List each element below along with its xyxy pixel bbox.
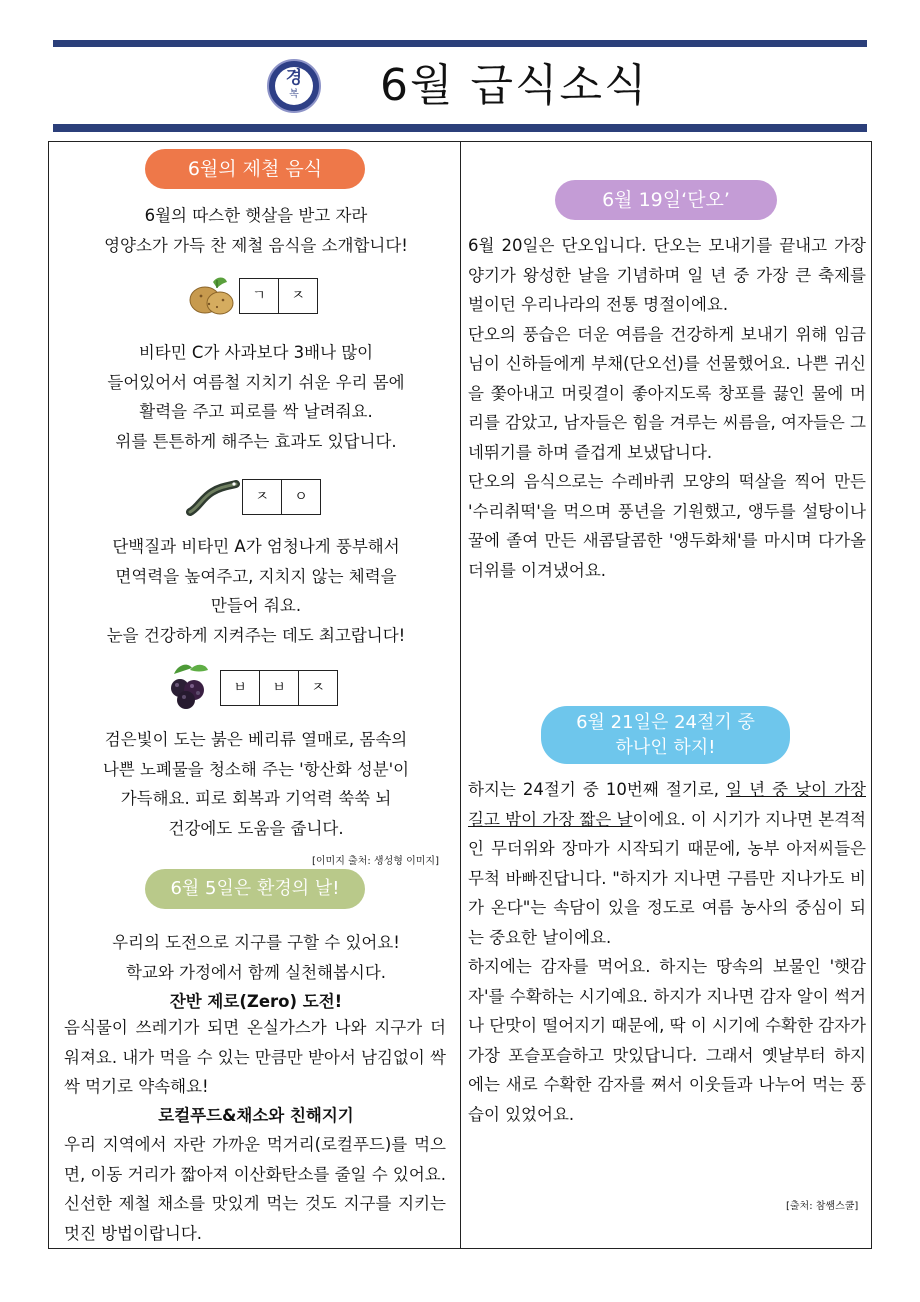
environment-intro xyxy=(52,928,460,1017)
item-line: 눈을 건강하게 지켜주는 데도 최고랍니다! xyxy=(106,625,406,645)
berry-icon xyxy=(162,660,214,712)
quiz-box: ㄱ xyxy=(239,278,279,314)
haji-underline-text: 일 년 중 낮이 가장 길고 밤이 가장 짧은 날 xyxy=(468,780,866,829)
quiz-box: ㅂ xyxy=(259,670,299,706)
page-title: 6월 급식소식 xyxy=(380,60,649,111)
quiz-boxes-3 xyxy=(221,670,338,706)
subheading-zero-waste: 잔반 제로(Zero) 도전! xyxy=(169,992,343,1011)
intro-line: 영양소가 가득 찬 제철 음식을 소개합니다! xyxy=(104,235,408,255)
image-source: [이미지 출처: 생성형 이미지] xyxy=(312,856,439,867)
quiz-box: ㅈ xyxy=(278,278,318,314)
environment-para-2: 우리 지역에서 자란 가까운 먹거리(로컬푸드)를 먹으면, 이동 거리가 짧아져 이산화탄소를 줄일 수 있어요. 신선한 제철 채소를 맛있게 먹는 것도 지구를 지키는 멋진 방법이랍니다. xyxy=(64,1135,446,1243)
column-divider xyxy=(460,141,461,1249)
intro-line: 학교와 가정에서 함께 실천해봅시다. xyxy=(125,962,387,982)
quiz-boxes-1 xyxy=(240,278,318,314)
item-line: 건강에도 도움을 줍니다. xyxy=(168,818,344,838)
item-line: 가득해요. 피로 회복과 기억력 쑥쑥 뇌 xyxy=(120,789,392,808)
haji-source: [출처: 참쌤스쿨] xyxy=(786,1201,859,1212)
item-line: 검은빛이 도는 붉은 베리류 열매로, 몸속의 xyxy=(104,730,408,749)
seasonal-item-3-text xyxy=(52,725,460,843)
intro-line: 우리의 도전으로 지구를 구할 수 있어요! xyxy=(112,933,400,952)
school-logo-icon xyxy=(267,59,321,113)
subheading-local-food: 로컬푸드&채소와 친해지기 xyxy=(158,1106,354,1125)
dano-body xyxy=(468,231,866,585)
logo-bottom-text: 복 xyxy=(289,89,299,100)
item-line: 만들어 줘요. xyxy=(210,596,302,615)
item-line: 들어있어서 여름철 지치기 쉬운 우리 몸에 xyxy=(107,372,405,392)
logo-top-text: 경 xyxy=(285,68,303,88)
item-line: 위를 튼튼하게 해주는 효과도 있답니다. xyxy=(115,431,397,451)
environment-para-1: 음식물이 쓰레기가 되면 온실가스가 나와 지구가 더워져요. 내가 먹을 수 있는 만큼만 받아서 남김없이 싹싹 먹기로 약속해요! xyxy=(64,1018,446,1096)
haji-heading-line: 하나인 하지! xyxy=(615,737,716,758)
environment-heading xyxy=(145,869,365,909)
item-line: 나쁜 노폐물을 청소해 주는 '항산화 성분'이 xyxy=(102,759,410,779)
item-line: 단백질과 비타민 A가 엄청나게 풍부해서 xyxy=(112,537,400,556)
quiz-box: ㅈ xyxy=(242,479,282,515)
seasonal-item-1-text xyxy=(52,338,460,456)
haji-text: 이에요. 이 시기가 지나면 본격적인 무더위와 장마가 시작되기 때문에, 농부 아저씨들은 무척 바빠진답니다. "하지가 지나면 구름만 지나가도 비가 온다"는 속담이 있을 정도로 여름 농사의 중심이 되는 중요한 날이에요. xyxy=(468,809,866,947)
dano-paragraph: 6월 20일은 단오입니다. 단오는 모내기를 끝내고 가장 양기가 왕성한 날을 기념하며 일 년 중 가장 큰 축제를 벌이던 우리나라의 전통 명절이에요. xyxy=(468,236,866,314)
dano-heading-text: 6월 19일‘단오’ xyxy=(602,189,730,211)
haji-heading xyxy=(541,706,790,764)
dano-paragraph: 단오의 음식으로는 수레바퀴 모양의 떡살을 찍어 만든 '수리취떡'을 먹으며 풍년을 기원했고, 앵두를 설탕이나 꿀에 졸여 만든 새콤달콤한 '앵두화채'를 마시며 다가올 더위를 이겨냈어요. xyxy=(468,472,866,580)
seasonal-heading-text: 6월의 제철 음식 xyxy=(187,158,323,180)
haji-body xyxy=(468,775,866,1129)
seasonal-item-2-text xyxy=(52,532,460,650)
header-top-bar xyxy=(53,40,867,47)
quiz-boxes-2 xyxy=(243,479,321,515)
environment-heading-text: 6월 5일은 환경의 날! xyxy=(170,878,340,899)
seasonal-intro xyxy=(52,201,460,260)
dano-heading xyxy=(555,180,777,220)
item-line: 활력을 주고 피로를 싹 날려줘요. xyxy=(139,402,373,421)
header-bottom-bar xyxy=(53,124,867,132)
haji-text: 하지는 24절기 중 10번째 절기로, xyxy=(468,780,727,799)
item-line: 면역력을 높여주고, 지치지 않는 체력을 xyxy=(115,566,397,586)
dano-paragraph: 단오의 풍습은 더운 여름을 건강하게 보내기 위해 임금님이 신하들에게 부채(단오선)를 선물했어요. 나쁜 귀신을 쫓아내고 머릿결이 좋아지도록 창포를 끓인 물에 머리를 감았고, 남자들은 힘을 겨루는 씨름을, 여자들은 그네뛰기를 하며 즐겁게 보냈답니다. xyxy=(468,324,866,462)
haji-heading-line: 6월 21일은 24절기 중 xyxy=(576,712,755,733)
quiz-box: ㅈ xyxy=(298,670,338,706)
eel-icon xyxy=(184,478,240,518)
intro-line: 6월의 따스한 햇살을 받고 자라 xyxy=(144,206,368,225)
potato-icon xyxy=(187,274,237,318)
seasonal-heading xyxy=(145,149,365,189)
haji-paragraph-1 xyxy=(468,775,866,952)
quiz-box: ㅂ xyxy=(220,670,260,706)
quiz-box: ㅇ xyxy=(281,479,321,515)
haji-paragraph-2: 하지에는 감자를 먹어요. 하지는 땅속의 보물인 '햇감자'를 수확하는 시기예요. 하지가 지나면 감자 알이 썩거나 단맛이 떨어지기 때문에, 딱 이 시기에 수확한 감자가 가장 포슬포슬하고 맛있답니다. 그래서 옛날부터 하지에는 새로 수확한 감자를 쪄서 이웃들과 나누어 먹는 풍습이 있었어요. xyxy=(468,957,866,1124)
item-line: 비타민 C가 사과보다 3배나 많이 xyxy=(138,343,374,362)
